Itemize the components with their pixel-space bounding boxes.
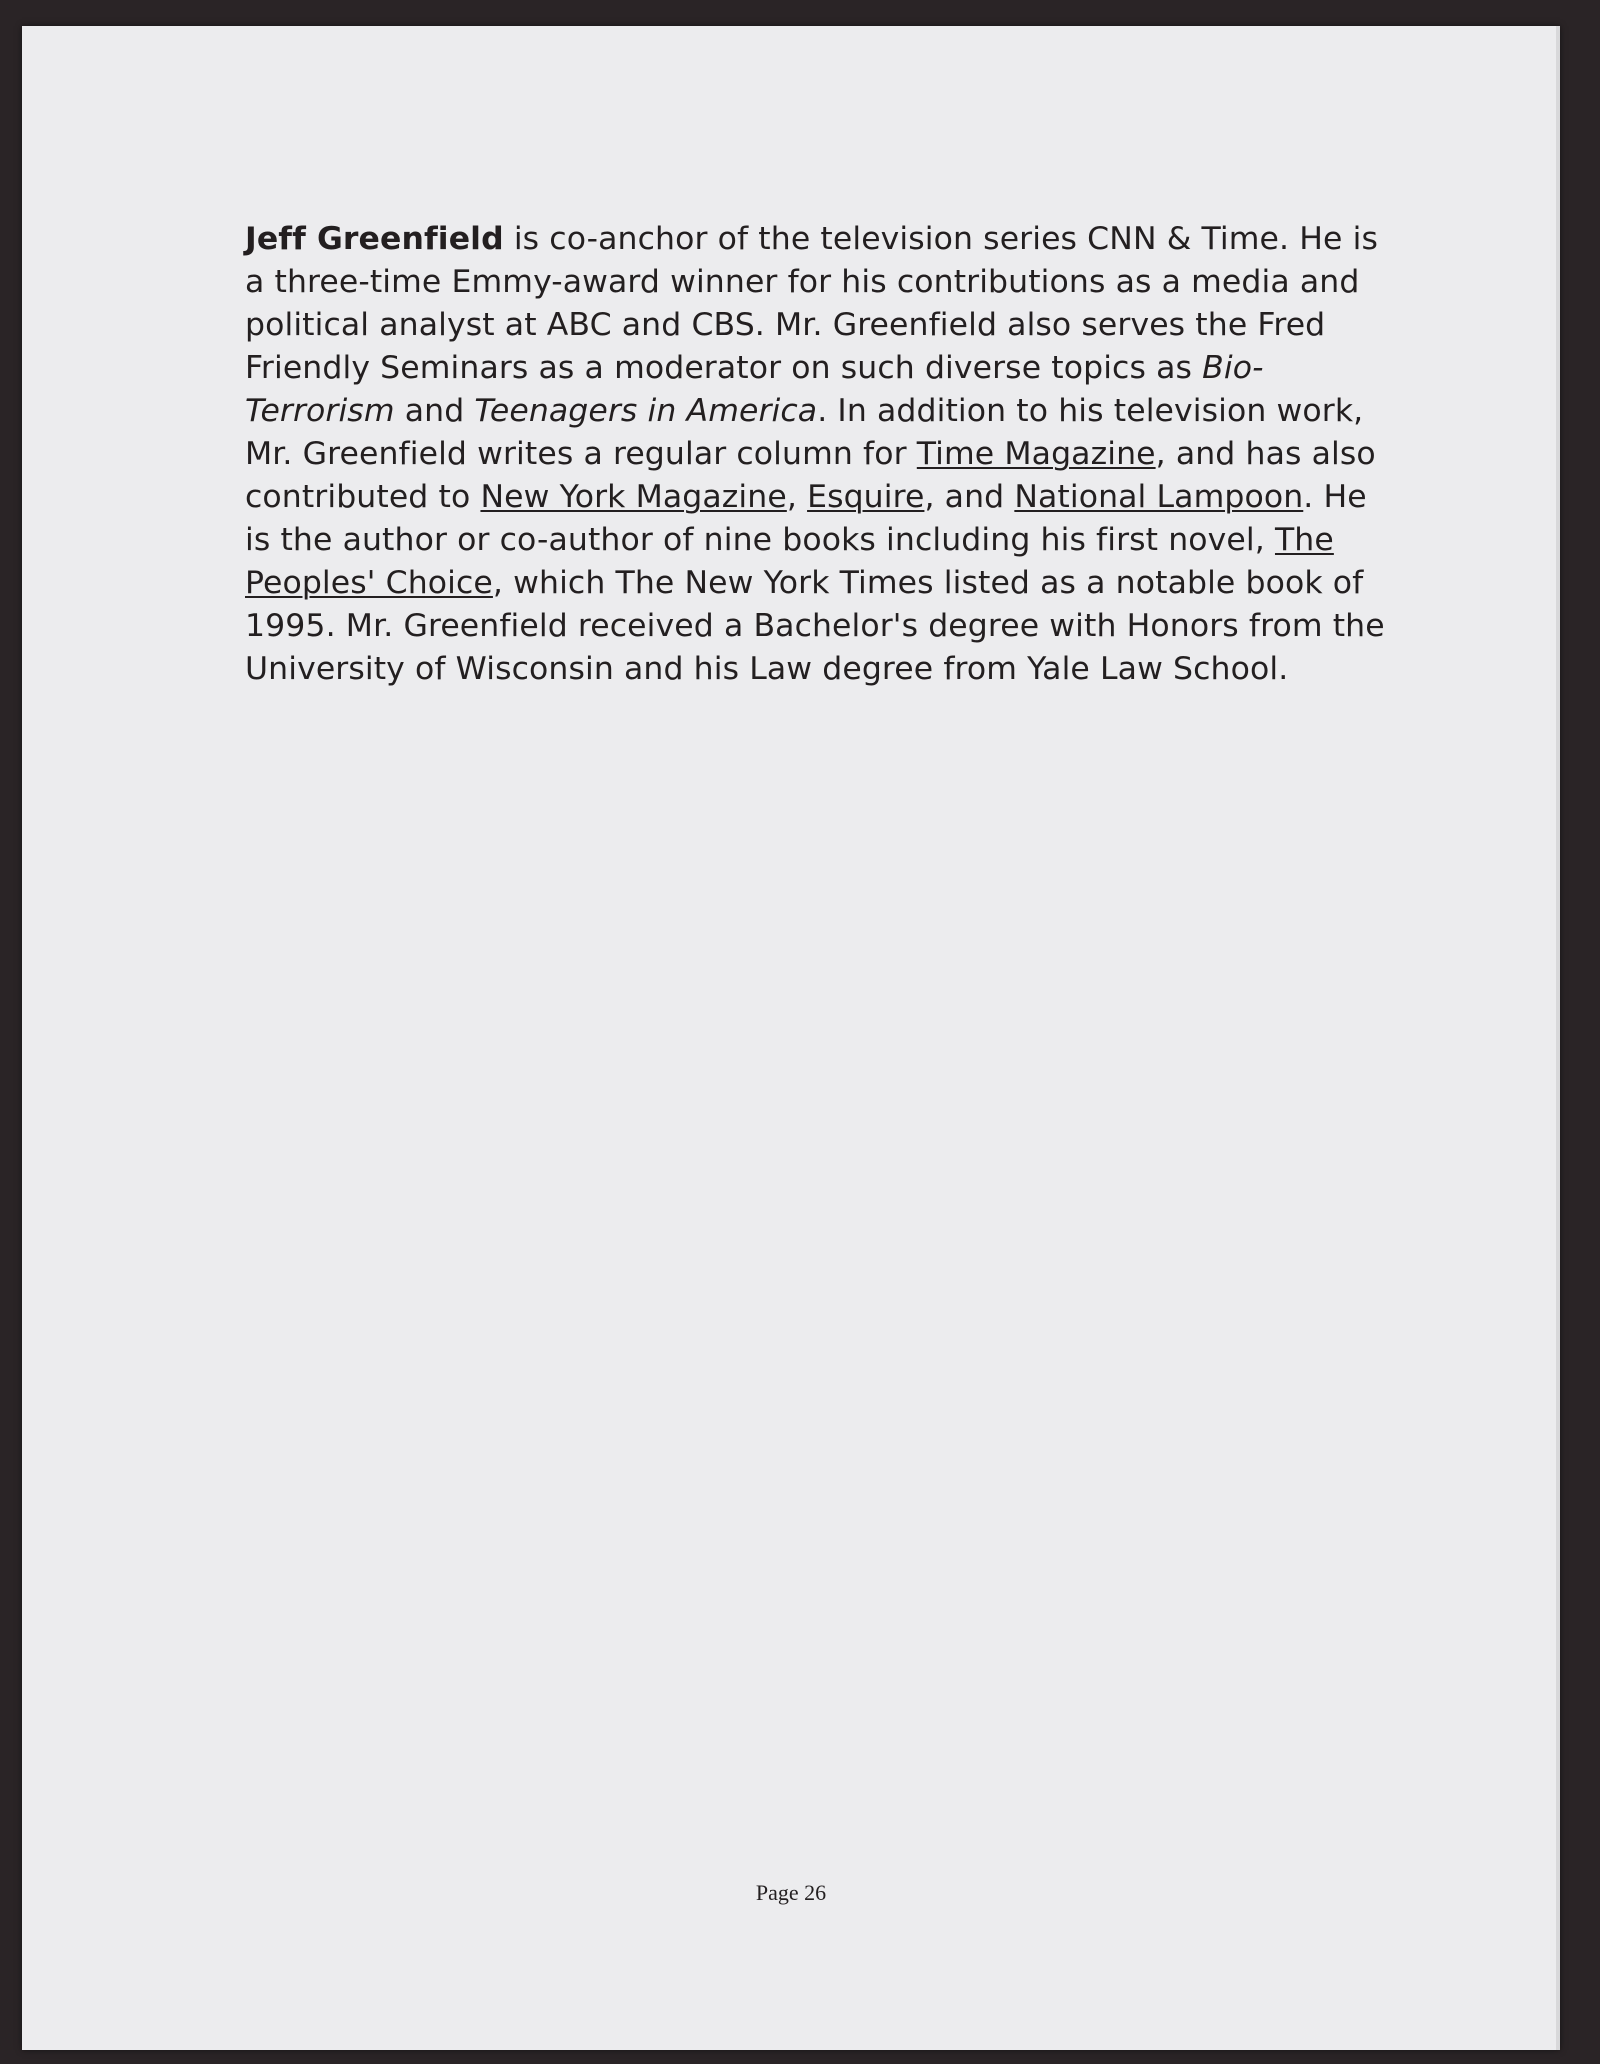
bio-text-4: , and has also contributed to [245, 436, 1376, 515]
publication-time-magazine: Time Magazine [916, 436, 1156, 472]
bio-text-3: . In addition to his television work, Mr. Greenfield writes a regular column for [245, 393, 1364, 472]
bio-text-8: , which The New York Times listed as a notable book of 1995. Mr. Greenfield received a Bachelor's degree with Honors from the University of Wisconsin and his Law degree from Yale Law School. [245, 565, 1385, 687]
bio-topic-bioterrorism: Bio-Terrorism [245, 350, 1264, 429]
page-edge [1556, 26, 1560, 2050]
publication-esquire: Esquire [807, 479, 925, 515]
page-number: Page 26 [755, 1880, 827, 1905]
publication-new-york-magazine: New York Magazine [480, 479, 787, 515]
bio-text-6: , and [924, 479, 1015, 515]
bio-text-7: . He is the author or co-author of nine books including his first novel, [245, 479, 1367, 558]
publication-national-lampoon: National Lampoon [1014, 479, 1304, 515]
bio-topic-teenagers: Teenagers in America [474, 393, 818, 429]
document-page [22, 26, 1560, 2050]
bio-name: Jeff Greenfield [245, 221, 504, 257]
bio-text-1: is co-anchor of the television series CNN & Time. He is a three-time Emmy-award winner for his contributions as a media and political analyst at ABC and CBS. Mr. Greenfield also serves the Fred Friendly Seminars as a moderator on such diverse topics as [245, 221, 1378, 386]
bio-text-2: and [394, 393, 475, 429]
bio-paragraph [245, 218, 1395, 691]
bio-text-5: , [786, 479, 808, 515]
novel-title: The Peoples' Choice [245, 522, 1334, 601]
